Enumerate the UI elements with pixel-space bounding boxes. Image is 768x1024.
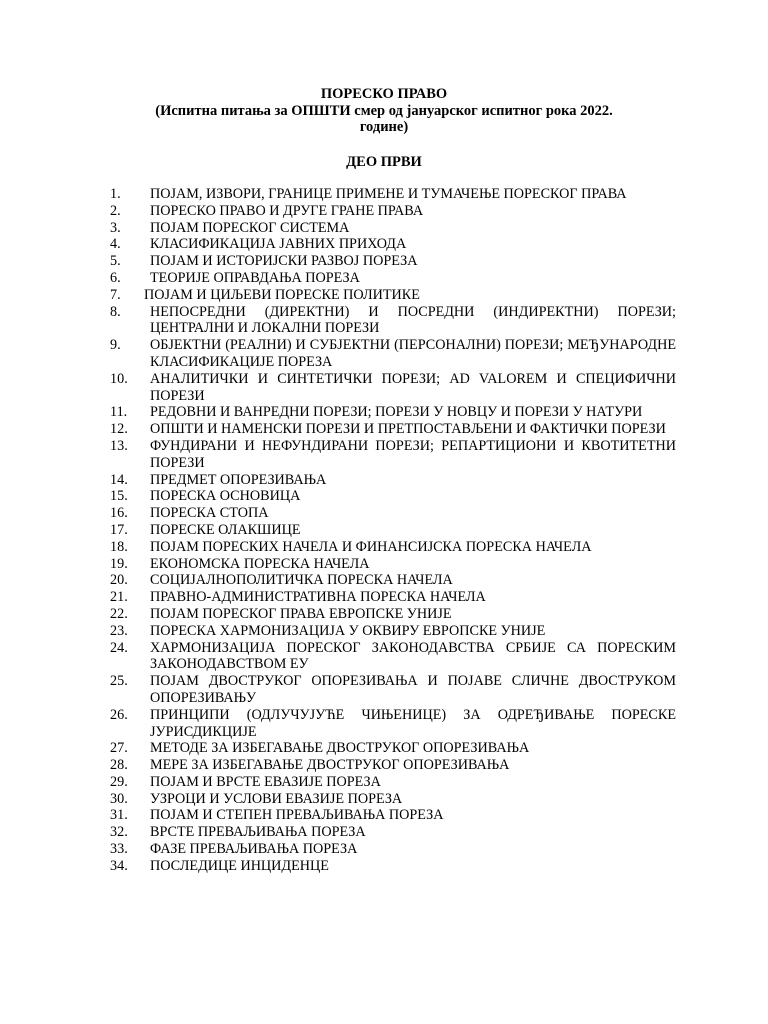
question-number: 11. <box>110 404 128 421</box>
question-item <box>110 203 676 220</box>
question-item <box>110 421 676 438</box>
question-item <box>110 220 676 237</box>
question-text: УЗРОЦИ И УСЛОВИ ЕВАЗИЈЕ ПОРЕЗА <box>150 790 403 807</box>
question-number: 13. <box>110 437 128 454</box>
question-number: 1. <box>110 186 121 202</box>
question-text: ПРАВНО-АДМИНИСТРАТИВНА ПОРЕСКА НАЧЕЛА <box>150 589 486 606</box>
question-number: 23. <box>110 622 128 639</box>
document-title: ПОРЕСКО ПРАВО <box>320 86 448 102</box>
question-number: 12. <box>110 421 128 438</box>
question-text: ЕКОНОМСКА ПОРЕСКА НАЧЕЛА <box>150 555 370 572</box>
question-text: МЕРЕ ЗА ИЗБЕГАВАЊЕ ДВОСТРУКОГ ОПОРЕЗИВАЊА <box>150 757 510 774</box>
question-number: 15. <box>110 488 128 505</box>
question-number: 18. <box>110 538 128 555</box>
question-text: ФАЗЕ ПРЕВАЉИВАЊА ПОРЕЗА <box>150 841 358 858</box>
question-text: СОЦИЈАЛНОПОЛИТИЧКА ПОРЕСКА НАЧЕЛА <box>150 572 453 589</box>
question-item <box>110 304 676 338</box>
question-number: 21. <box>110 589 128 606</box>
question-number: 30. <box>110 790 128 807</box>
question-item <box>110 807 676 824</box>
question-number: 32. <box>110 824 128 841</box>
question-text: КЛАСИФИКАЦИЈА ЈАВНИХ ПРИХОДА <box>150 236 407 253</box>
question-text: ПОЈАМ ПОРЕСКИХ НАЧЕЛА И ФИНАНСИЈСКА ПОРЕСКА НАЧЕЛА <box>150 538 592 555</box>
question-text: ТЕОРИЈЕ ОПРАВДАЊА ПОРЕЗА <box>150 269 360 286</box>
question-text: ПОЈАМ ПОРЕСКОГ СИСТЕМА <box>150 219 350 236</box>
question-item <box>110 841 676 858</box>
question-text: ПОРЕСКА СТОПА <box>150 505 269 522</box>
question-item <box>110 757 676 774</box>
question-item <box>110 472 676 489</box>
question-number: 7. <box>110 286 121 303</box>
question-text: ПОЈАМ И СТЕПЕН ПРЕВАЉИВАЊА ПОРЕЗА <box>150 807 444 824</box>
question-number: 29. <box>110 773 128 790</box>
question-number: 4. <box>110 236 121 253</box>
question-item <box>110 186 676 203</box>
question-item <box>110 488 676 505</box>
question-text: ПОРЕСКЕ ОЛАКШИЦЕ <box>150 521 301 538</box>
question-item <box>110 539 676 556</box>
question-item <box>110 404 676 421</box>
question-text: ХАРМОНИЗАЦИЈА ПОРЕСКОГ ЗАКОНОДАВСТВА СРБИЈЕ СА ПОРЕСКИМ ЗАКОНОДАВСТВОМ ЕУ <box>150 639 676 673</box>
question-text: ПОРЕСКО ПРАВО И ДРУГЕ ГРАНЕ ПРАВА <box>150 202 424 219</box>
question-text: МЕТОДЕ ЗА ИЗБЕГАВАЊЕ ДВОСТРУКОГ ОПОРЕЗИВАЊА <box>150 740 530 757</box>
question-item <box>110 253 676 270</box>
question-item <box>110 623 676 640</box>
question-item <box>110 673 676 707</box>
question-text: ОБЈЕКТНИ (РЕАЛНИ) И СУБЈЕКТНИ (ПЕРСОНАЛНИ) ПОРЕЗИ; МЕЂУНАРОДНЕ КЛАСИФИКАЦИЈЕ ПОРЕЗА <box>150 337 676 370</box>
question-item <box>110 858 676 875</box>
question-text: РЕДОВНИ И ВАНРЕДНИ ПОРЕЗИ; ПОРЕЗИ У НОВЦУ И ПОРЕЗИ У НАТУРИ <box>150 404 643 421</box>
question-text: АНАЛИТИЧКИ И СИНТЕТИЧКИ ПОРЕЗИ; AD VALOREM И СПЕЦИФИЧНИ ПОРЕЗИ <box>150 370 676 404</box>
question-text: ПОСЛЕДИЦЕ ИНЦИДЕНЦЕ <box>150 857 329 874</box>
question-number: 14. <box>110 471 128 488</box>
question-text: ПОЈАМ И ИСТОРИЈСКИ РАЗВОЈ ПОРЕЗА <box>150 253 418 270</box>
question-text: ПОЈАМ, ИЗВОРИ, ГРАНИЦЕ ПРИМЕНЕ И ТУМАЧЕЊЕ ПОРЕСКОГ ПРАВА <box>150 186 627 202</box>
question-item <box>110 824 676 841</box>
document-subtitle-line1: (Испитна питања за ОПШТИ смер од јануарског испитног рока 2022. <box>155 102 613 119</box>
document-subtitle-line2: године) <box>359 119 409 135</box>
question-number: 19. <box>110 555 128 572</box>
question-text: ПОЈАМ ПОРЕСКОГ ПРАВА ЕВРОПСКЕ УНИЈЕ <box>150 605 452 622</box>
question-number: 31. <box>110 807 128 824</box>
question-text: ПОЈАМ И ВРСТЕ ЕВАЗИЈЕ ПОРЕЗА <box>150 773 381 790</box>
question-number: 6. <box>110 269 121 286</box>
question-text: ПОЈАМ ДВОСТРУКОГ ОПОРЕЗИВАЊА И ПОЈАВЕ СЛИЧНЕ ДВОСТРУКОМ ОПОРЕЗИВАЊУ <box>150 673 676 706</box>
question-text: ПРЕДМЕТ ОПОРЕЗИВАЊА <box>150 471 327 488</box>
question-number: 22. <box>110 605 128 622</box>
question-item <box>110 774 676 791</box>
question-item <box>110 371 676 405</box>
question-number: 8. <box>110 303 121 320</box>
question-item <box>110 606 676 623</box>
question-text: НЕПОСРЕДНИ (ДИРЕКТНИ) И ПОСРЕДНИ (ИНДИРЕКТНИ) ПОРЕЗИ; ЦЕНТРАЛНИ И ЛОКАЛНИ ПОРЕЗИ <box>150 303 676 337</box>
question-item <box>110 236 676 253</box>
question-item <box>110 589 676 606</box>
question-item <box>110 707 676 741</box>
question-number: 3. <box>110 219 121 236</box>
question-number: 28. <box>110 757 128 774</box>
question-text: ПОРЕСКА ОСНОВИЦА <box>150 488 301 505</box>
part-heading: ДЕО ПРВИ <box>346 154 422 170</box>
question-text: ПОРЕСКА ХАРМОНИЗАЦИЈА У ОКВИРУ ЕВРОПСКЕ УНИЈЕ <box>150 622 546 639</box>
question-text: ОПШТИ И НАМЕНСКИ ПОРЕЗИ И ПРЕТПОСТАВЉЕНИ И ФАКТИЧКИ ПОРЕЗИ <box>150 421 666 438</box>
question-item <box>110 640 676 674</box>
question-number: 27. <box>110 740 128 757</box>
question-text: ФУНДИРАНИ И НЕФУНДИРАНИ ПОРЕЗИ; РЕПАРТИЦИОНИ И КВОТИТЕТНИ ПОРЕЗИ <box>150 437 676 471</box>
question-item <box>110 287 676 304</box>
question-number: 26. <box>110 706 128 723</box>
question-number: 25. <box>110 673 128 690</box>
question-text: ВРСТЕ ПРЕВАЉИВАЊА ПОРЕЗА <box>150 824 366 841</box>
question-number: 20. <box>110 572 128 589</box>
question-text: ПОЈАМ И ЦИЉЕВИ ПОРЕСКЕ ПОЛИТИКЕ <box>144 286 420 303</box>
question-number: 17. <box>110 521 128 538</box>
question-item <box>110 572 676 589</box>
title-block <box>0 86 768 136</box>
question-item <box>110 522 676 539</box>
question-text: ПРИНЦИПИ (ОДЛУЧУЈУЋЕ ЧИЊЕНИЦЕ) ЗА ОДРЕЂИВАЊЕ ПОРЕСКЕ ЈУРИСДИКЦИЈЕ <box>150 706 676 740</box>
question-item <box>110 270 676 287</box>
question-number: 16. <box>110 505 128 522</box>
question-list <box>110 186 676 875</box>
question-item <box>110 740 676 757</box>
question-number: 2. <box>110 202 121 219</box>
question-number: 5. <box>110 253 121 270</box>
question-number: 9. <box>110 337 121 354</box>
question-number: 33. <box>110 841 128 858</box>
question-item <box>110 337 676 371</box>
question-number: 24. <box>110 639 128 656</box>
question-item <box>110 438 676 472</box>
question-item <box>110 505 676 522</box>
question-number: 10. <box>110 370 128 387</box>
question-item <box>110 556 676 573</box>
question-number: 34. <box>110 857 128 874</box>
question-item <box>110 791 676 808</box>
